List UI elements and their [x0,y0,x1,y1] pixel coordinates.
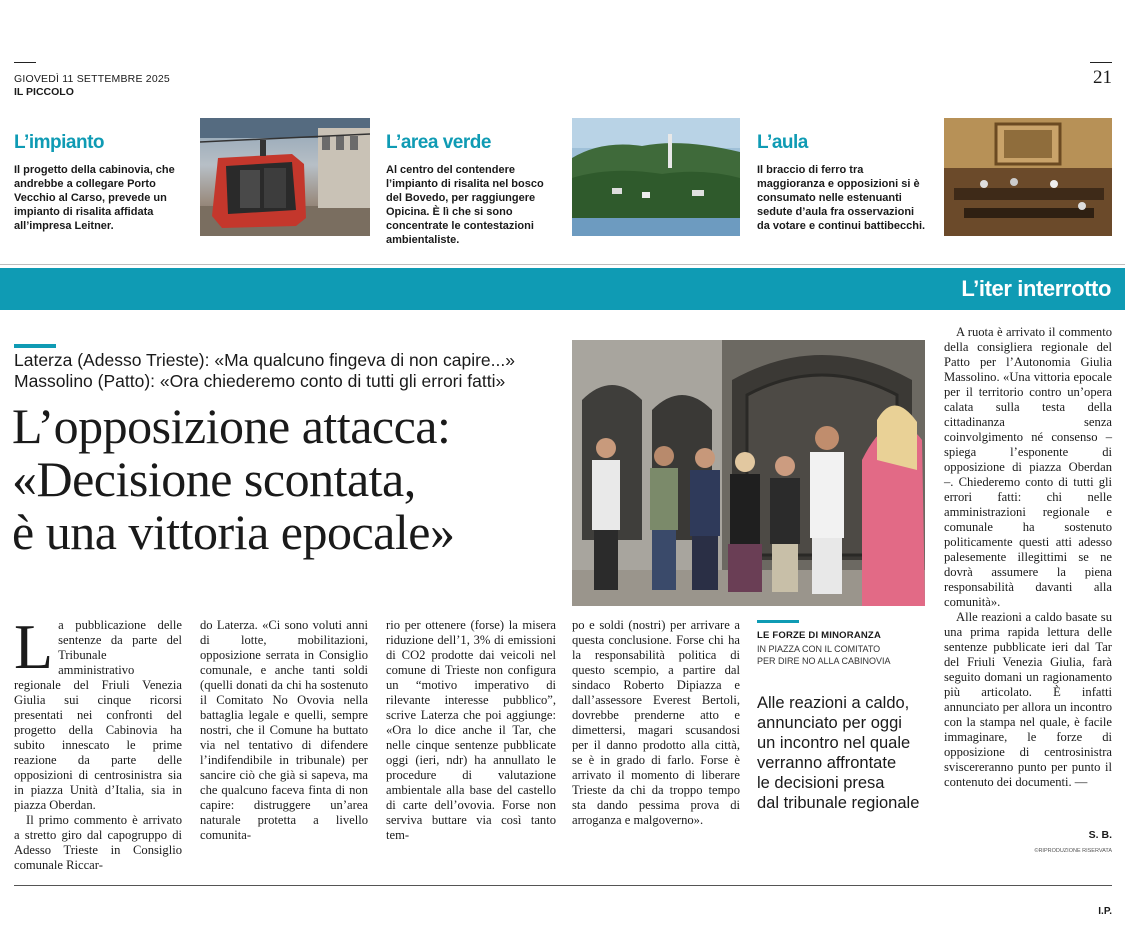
header-tick [14,62,36,63]
pull-quote-line-3: un incontro nel quale [757,734,911,752]
promo-divider [0,264,1125,265]
kicker-line-1: Laterza (Adesso Trieste): «Ma qualcuno fingeva di non capire...» [14,350,515,370]
column-6-paragraph-1: A ruota è arrivato il commento della consigliera regionale del Patto per l’Autonomia Giulia Massolino. «Una vittoria epocale per il territorio contro un’opera calata sulla testa della cittadinanza senza coinvolgimento né consenso – spiega l’esponente di opposizione di piazza Oberdan –. Chiederemo conto di tutti gli errori fatti: chi nelle amministrazioni regionale e comunale ha sostenuto politicamente questi atti adesso palesemente illegittimi se ne dovrà assumere la piena responsabilità davanti alla comunità». [944,325,1112,609]
copyright-notice: ©RIPRODUZIONE RISERVATA [1034,848,1112,854]
column-4-text: po e soldi (nostri) per arrivare a questa conclusione. Forse chi ha la responsabilità politica di questo scempio, a partire dal sindaco Roberto Dipiazza e dall’assessore Everest Bertoli, dovrebbe prenderne atto e dimettersi, magari scusandosi per il danno prodotto alla città, se è in grado di farlo. Forse è arrivato il momento di liberare Trieste da chi da troppo tempo sta dando pessima prova di arroganza e malgoverno». [572,618,740,827]
pull-quote-line-1: Alle reazioni a caldo, [757,694,910,712]
article-kicker [14,350,554,392]
column-3-text: rio per ottenere (forse) la misera riduzione dell’1, 3% di emissioni di CO2 prodotte dai veicoli nel comune di Trieste non configura un “motivo imperativo di rilevante interesse pubblico”, scrive Laterza che poi aggiunge: «Ora lo dice anche il Tar, che nelle cinque sentenze pubblicate oggi (ieri, ndr) ha annullato le procedure di valutazione ambientale alla base del castello di carte dell’ovovia. Forse non serviva buttare via così tanto tem- [386,618,556,842]
header-date: GIOVEDÌ 11 SETTEMBRE 2025 [14,73,170,85]
promo-text-impianto: Il progetto della cabinovia, che andrebbe a collegare Porto Vecchio al Carso, prevede un impianto di risalita affidata all’impresa Leitner. [14,164,175,232]
article-column-6 [944,325,1112,790]
footer-rule [14,885,1112,886]
promo-title-area-verde: L’area verde [386,132,491,153]
green-area-photo [572,118,740,236]
page-number: 21 [1093,67,1112,88]
pull-quote [757,693,932,813]
opposition-group-photo [572,340,925,606]
page-number-tick [1090,62,1112,63]
column-2-text: do Laterza. «Ci sono voluti anni di lotte, mobilitazioni, opposizione serrata in Consiglio comunale, e anche tanti soldi (quelli donati da chi ha sostenuto il Comitato No Ovovia nella battaglia legale e quelli, sempre nostri, che il Comune ha buttato via nel tentativo di difendere l’indifendibile in tribunale) per sancire ciò che già si sapeva, ma che qualcuno faceva finta di non capire: distruggere un’area naturale protetta a livello comunita- [200,618,368,842]
footer-code: I.P. [1098,906,1112,917]
section-banner-title: L’iter interrotto [961,276,1111,301]
column-6-paragraph-2: Alle reazioni a caldo basate su una prima rapida lettura delle sentenze pubblicate ieri dal Tar del Friuli Venezia Giulia, farà seguito domani un ragionamento più articolato. È infatti annunciato per allora un incontro con la stampa nel quale, è facile immaginare, le forze di opposizione di centrosinistra sviscereranno punto per punto il contenuto dei documenti. — [944,610,1112,789]
promo-title-impianto: L’impianto [14,132,104,153]
author-signature: S. B. [1088,829,1112,841]
caption-title: LE FORZE DI MINORANZA [757,630,881,641]
council-hall-photo [944,118,1112,236]
article-column-2 [200,618,368,843]
caption-line-2: PER DIRE NO ALLA CABINOVIA [757,656,891,666]
kicker-line-2: Massolino (Patto): «Ora chiederemo conto di tutti gli errori fatti» [14,371,506,391]
pull-quote-line-5: le decisioni presa [757,774,885,792]
drop-cap: L [14,611,54,682]
promo-title-aula: L’aula [757,132,808,153]
kicker-accent [14,344,56,348]
pull-quote-line-2: annunciato per oggi [757,714,902,732]
article-column-4 [572,618,740,828]
caption-accent [757,620,799,623]
pull-quote-line-6: dal tribunale regionale [757,794,920,812]
headline-line-3: è una vittoria epocale» [12,504,455,560]
article-column-3 [386,618,556,843]
article-headline [12,400,562,559]
column-1-paragraph-2: Il primo commento è arrivato a stretto giro dal capogruppo di Adesso Trieste in Consiglio comunale Riccar- [14,813,182,872]
caption-text [757,643,891,667]
header-paper-name: IL PICCOLO [14,86,74,98]
cable-car-photo [200,118,370,236]
caption-line-1: IN PIAZZA CON IL COMITATO [757,644,881,654]
article-column-1 [14,611,182,873]
headline-line-1: L’opposizione attacca: [12,398,451,454]
column-1-paragraph-1: a pubblicazione delle sentenze da parte del Tribunale amministrativo regionale del Friuli Venezia Giulia sui cinque ricorsi presentati nei confronti del progetto della Cabinovia ha subito innescato le prime reazione da parte delle opposizioni di centrosinistra sia in piazza Unità d’Italia, sia in piazza Oberdan. [14,618,182,812]
promo-text-area-verde: Al centro del contendere l’impianto di risalita nel bosco del Bovedo, per raggiungere Opicina. È lì che si sono concentrate le contestazioni ambientaliste. [386,164,544,246]
headline-line-2: «Decisione scontata, [12,451,416,507]
section-banner [0,268,1125,310]
pull-quote-line-4: verranno affrontate [757,754,897,772]
promo-text-aula: Il braccio di ferro tra maggioranza e opposizioni si è consumato nelle estenuanti sedute d’aula fra osservazioni da votare e continui battibecchi. [757,164,926,232]
